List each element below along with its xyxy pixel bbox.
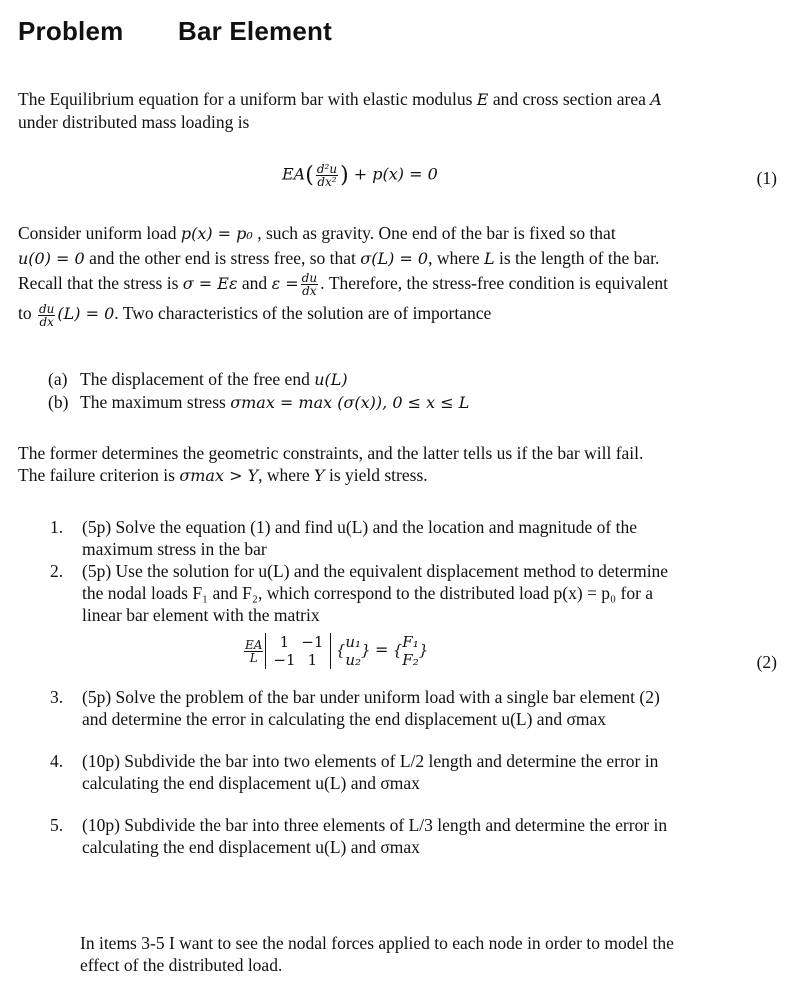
task-list-cont [50,686,777,858]
force-vector: {F₁ F₂} [392,633,429,669]
c-math-7: (L) = 0 [57,304,115,324]
intro-text-2: and cross section area [488,89,651,109]
list-line: calculating the end displacement u(L) and σmax [82,773,420,793]
c-math-4: L [483,249,495,268]
eq1-rhs: + p(x) = 0 [348,164,438,184]
list-item [50,686,777,730]
k11: 1 [279,633,290,651]
equation-1: EA( $\frac{\text{d²u}}{\text{dx²}}$ ) + p(x) = 0 [282,162,438,189]
list-line: the nodal loads F₁ and F₂, which correspond to the distributed load p(x) = p₀ for a [82,583,654,603]
list-item [48,368,469,391]
c-text-6: Recall that the stress is [18,273,183,293]
u2: u₂ [345,651,362,669]
stiffness-matrix [265,633,331,669]
c-frac-den-1: dx [302,284,317,299]
eq1-numerator: d²u [316,162,338,176]
displacement-vector: {u₁ u₂} [335,633,371,669]
list-line: (5p) Use the solution for u(L) and the equivalent displacement method to determine [82,561,669,581]
page-title [18,16,332,47]
c-frac-num-1: du [301,271,318,286]
list-item [50,516,777,560]
list-number: 2. [50,561,64,581]
former-text-4: is yield stress. [324,465,428,485]
k12: −1 [301,633,324,651]
c-text-8: . Therefore, the stress-free condition is equivalent [320,273,668,293]
c-math-6: ε = [271,274,299,293]
intro-paragraph [18,88,779,133]
former-math-1: σmax > Y [179,466,259,485]
list-line: and determine the error in calculating the end displacement u(L) and σmax [82,709,607,729]
f1: F₁ [402,633,419,651]
c-math-5: σ = Eε [182,274,238,293]
characteristics-list [48,368,469,414]
c-math-1: p(x) = p₀ [180,224,253,243]
symbol-A: A [650,90,662,109]
c-frac-den-2: dx [39,314,54,329]
c-text-5: is the length of the bar. [494,248,660,268]
list-item [48,391,469,414]
title-word-problem: Problem [18,16,124,46]
c-math-2: u(0) = 0 [18,249,85,268]
c-text-2: , such as gravity. One end of the bar is fixed so that [252,223,616,243]
list-line: maximum stress in the bar [82,539,267,559]
list-line: (5p) Solve the equation (1) and find u(L) and the location and magnitude of the [82,517,637,537]
former-math-2: Y [314,466,325,485]
eq1-denominator: dx² [317,175,337,189]
list-number: 1. [50,517,64,537]
intro-text-3: under distributed mass loading is [18,112,250,132]
former-paragraph [18,442,779,487]
c-text-9: to [18,303,36,324]
footer-paragraph [80,932,779,976]
former-text-2: The failure criterion is [18,465,180,485]
list-line: (10p) Subdivide the bar into three elements of L/3 length and determine the error in [82,815,668,835]
list-text: The maximum stress [80,392,231,412]
equation-2-number: (2) [756,652,777,672]
eq1-ea: EA [282,164,306,184]
list-item [50,750,777,794]
c-text-4: , where [428,248,484,268]
eq2-coef-den: L [249,650,258,665]
list-line: linear bar element with the matrix [82,605,320,625]
list-item [50,814,777,858]
consider-paragraph [18,221,779,328]
list-line: (5p) Solve the problem of the bar under uniform load with a single bar element (2) [82,687,660,707]
list-number: 5. [50,815,64,835]
task-list [50,516,777,626]
eq2-coef-num: EA [245,637,263,652]
list-math: σmax = max (σ(x)), 0 ≤ x ≤ L [230,393,470,412]
list-number: 3. [50,687,64,707]
list-math: u(L) [314,370,348,389]
c-text-3: and the other end is stress free, so that [84,248,361,268]
list-text: The displacement of the free end [80,369,315,389]
list-label: (b) [48,392,69,412]
list-line: calculating the end displacement u(L) and σmax [82,837,420,857]
k21: −1 [273,651,296,669]
equation-1-number: (1) [756,168,777,188]
equation-2: $\frac{EA}{L}$ 1 −1 −1 1 {u₁ u₂} = {F₁ F₂} [245,633,429,669]
former-text-1: The former determines the geometric constraints, and the latter tells us if the bar will fail. [18,443,644,463]
c-math-3: σ(L) = 0 [360,249,429,268]
u1: u₁ [345,633,362,651]
list-item [50,560,777,626]
list-label: (a) [48,369,68,389]
title-word-bar-element: Bar Element [178,16,332,46]
footer-text-2: effect of the distributed load. [80,955,283,975]
list-line: (10p) Subdivide the bar into two elements of L/2 length and determine the error in [82,751,659,771]
c-frac-num-2: du [39,301,55,316]
footer-text-1: In items 3-5 I want to see the nodal forces applied to each node in order to model the [80,933,674,953]
c-text-7: and [237,273,272,293]
list-number: 4. [50,751,64,771]
symbol-E: E [476,90,489,109]
k22: 1 [307,651,318,669]
intro-text-1: The Equilibrium equation for a uniform bar with elastic modulus [18,89,477,109]
c-text-10: . Two characteristics of the solution are of importance [114,303,492,324]
former-text-3: , where [258,465,315,485]
c-text-1: Consider uniform load [18,223,181,243]
f2: F₂ [402,651,419,669]
